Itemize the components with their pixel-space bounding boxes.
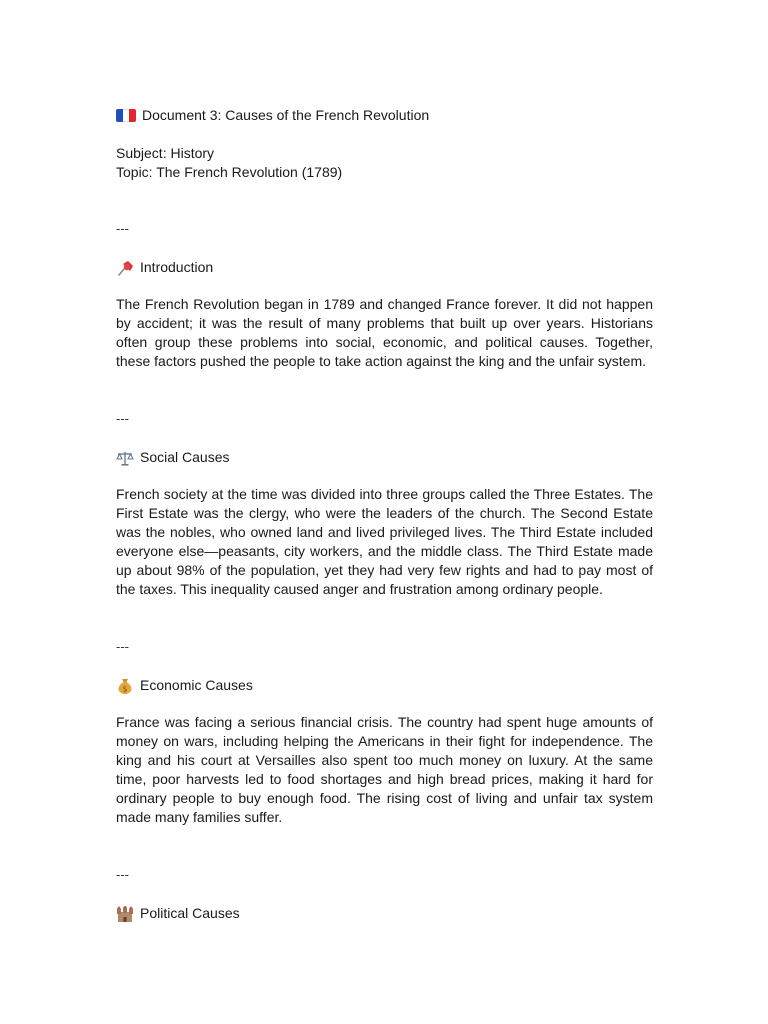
section-heading-label: Economic Causes [140,677,253,693]
section-heading-political-causes [116,904,240,923]
section-separator: --- [116,221,129,236]
section-heading-label: Social Causes [140,449,230,465]
introduction-paragraph: The French Revolution began in 1789 and changed France forever. It did not happen by accident; it was the result of many problems that built up over years. Historians often group these problems into social, economic, and political causes. Together, these factors pushed the people to take action against the king and the unfair system. [116,296,653,369]
balance-scale-icon [116,450,134,466]
document-title-row [116,106,429,125]
section-separator: --- [116,411,129,426]
castle-icon [116,906,134,922]
money-bag-icon [116,678,134,694]
document-title: Document 3: Causes of the French Revolution [142,107,430,123]
section-separator: --- [116,867,129,882]
economic-causes-paragraph: France was facing a serious financial crisis. The country had spent huge amounts of money on wars, including helping the Americans in their fight for independence. The king and his court at Versailles also spent too much money on luxury. At the same time, poor harvests led to food shortages and high bread prices, making it hard for ordinary people to buy enough food. The rising cost of living and unfair tax system made many families suffer. [116,714,653,825]
svg-text:$: $ [122,684,128,693]
topic-line: Topic: The French Revolution (1789) [116,164,343,180]
section-heading-label: Political Causes [140,905,240,921]
section-heading-social-causes [116,448,230,467]
subject-line: Subject: History [116,145,215,161]
pushpin-icon [116,260,134,276]
section-heading-introduction [116,258,213,277]
section-separator: --- [116,639,129,654]
social-causes-paragraph: French society at the time was divided into three groups called the Three Estates. The First Estate was the clergy, who were the leaders of the church. The Second Estate was the nobles, who owned land and lived privileged lives. The Third Estate included everyone else—peasants, city workers, and the middle class. The Third Estate made up about 98% of the population, yet they had very few rights and had to pay most of the taxes. This inequality caused anger and frustration among ordinary people. [116,486,653,597]
french-flag-icon [116,109,136,122]
section-heading-label: Introduction [140,259,214,275]
section-heading-economic-causes [116,676,253,695]
